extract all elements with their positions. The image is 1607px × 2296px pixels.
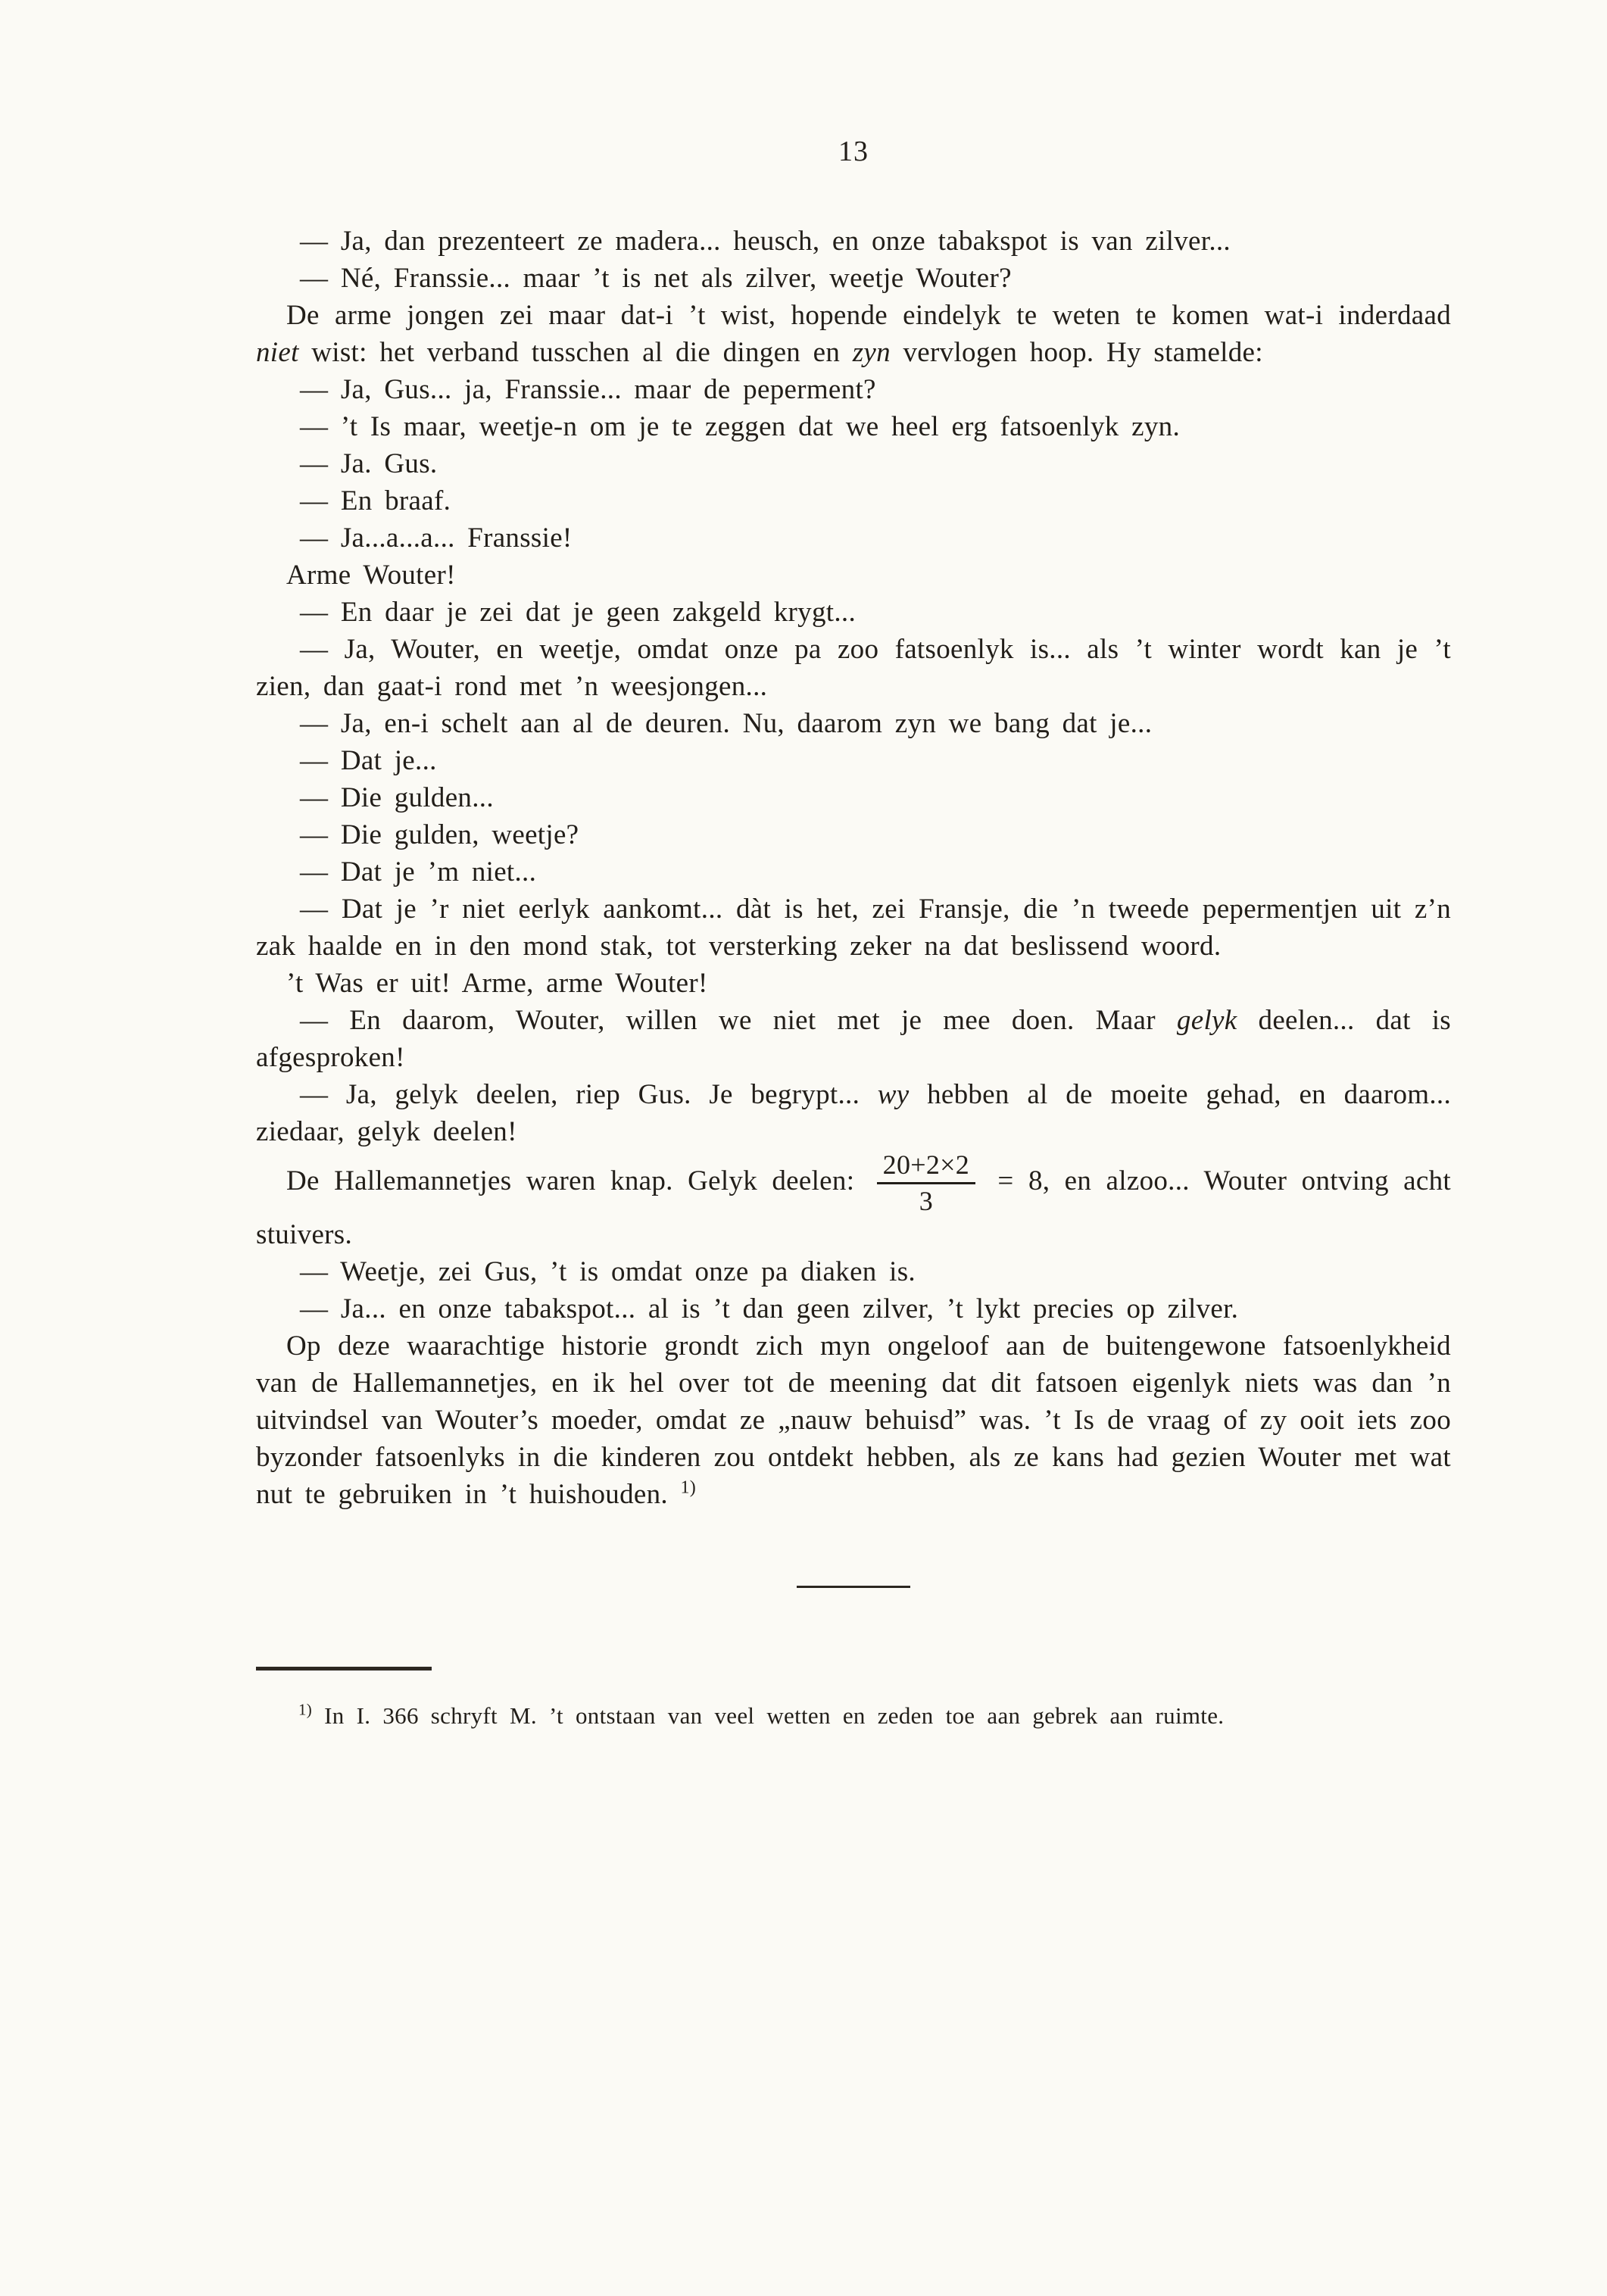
text-segment: vervlogen hoop. Hy stamelde:: [890, 337, 1263, 368]
paragraph: [256, 297, 1451, 371]
paragraph: [256, 260, 1451, 297]
text-segment: Arme Wouter!: [286, 560, 456, 591]
text-segment: — Ja... en onze tabakspot... al is ’t dan geen zilver, ’t lykt precies op zilver.: [300, 1293, 1239, 1324]
paragraph: [256, 853, 1451, 891]
footnote: [256, 1699, 1451, 1733]
paragraph: [256, 445, 1451, 482]
text-segment: Op deze waarachtige historie grondt zich myn ongeloof aan de buitengewone fatsoenlykheid van de Hallemannetjes, en ik hel over tot de meening dat dit fatsoen eigenlyk niets was dan ’n uitvindsel van Wouter’s moeder, omdat ze „nauw behuisd” was. ’t Is de vraag of zy ooit iets zoo byzonder fatsoenlyks in die kinderen zou ontdekt hebben, als ze kans had gezien Wouter met wat nut te gebruiken in ’t huishouden.: [256, 1330, 1451, 1510]
text-segment: niet: [256, 337, 299, 368]
footnote-rule: [256, 1667, 432, 1671]
paragraph: [256, 223, 1451, 260]
body-text: [256, 223, 1451, 1513]
text-segment: — Dat je ’m niet...: [300, 856, 537, 888]
text-segment: wist: het verband tusschen al die dingen en: [298, 337, 853, 368]
text-segment: — Ja...a...a... Franssie!: [300, 523, 573, 554]
footnote-reference: 1): [680, 1477, 697, 1498]
text-segment: — En braaf.: [300, 485, 451, 516]
text-segment: — Weetje, zei Gus, ’t is omdat onze pa diaken is.: [300, 1256, 916, 1287]
text-segment: — En daar je zei dat je geen zakgeld krygt...: [300, 597, 856, 628]
text-segment: De arme jongen zei maar dat-i ’t wist, hopende eindelyk te weten te komen wat-i inderdaad: [286, 300, 1451, 331]
paragraph: [256, 1150, 1451, 1253]
paragraph: [256, 482, 1451, 519]
paragraph: [256, 371, 1451, 408]
text-segment: deelen... dat is afgesproken!: [256, 1005, 1451, 1073]
paragraph: [256, 705, 1451, 742]
text-segment: — Ja, gelyk deelen, riep Gus. Je begrypt...: [300, 1079, 878, 1110]
paragraph: [256, 1253, 1451, 1290]
paragraph: [256, 891, 1451, 965]
text-segment: — Ja, en-i schelt aan al de deuren. Nu, daarom zyn we bang dat je...: [300, 708, 1153, 739]
text-segment: — Ja. Gus.: [300, 448, 438, 479]
text-segment: — En daarom, Wouter, willen we niet met je mee doen. Maar: [300, 1005, 1177, 1036]
paragraph: [256, 1290, 1451, 1327]
text-segment: — Né, Franssie... maar ’t is net als zilver, weetje Wouter?: [300, 263, 1012, 294]
text-segment: — ’t Is maar, weetje-n om je te zeggen dat we heel erg fatsoenlyk zyn.: [300, 411, 1181, 442]
paragraph: [256, 1002, 1451, 1076]
text-segment: gelyk: [1176, 1005, 1237, 1036]
text-segment: — Ja, dan prezenteert ze madera... heusch, en onze tabakspot is van zilver...: [300, 226, 1231, 257]
footnote-text: In I. 366 schryft M. ’t ontstaan van veel wetten en zeden toe aan gebrek aan ruimte.: [312, 1702, 1225, 1729]
text-segment: = 8, en alzoo... Wouter ontving acht stuivers.: [256, 1165, 1452, 1250]
fraction-denominator: 3: [919, 1185, 934, 1216]
section-divider: [797, 1586, 910, 1588]
text-segment: wy: [877, 1079, 910, 1110]
paragraph: [256, 557, 1451, 594]
text-segment: — Dat je...: [300, 745, 437, 776]
paragraph: [256, 519, 1451, 557]
paragraph: [256, 631, 1451, 705]
text-segment: — Ja, Wouter, en weetje, omdat onze pa zoo fatsoenlyk is... als ’t winter wordt kan je ’t zien, dan gaat-i rond met ’n weesjongen...: [256, 634, 1451, 702]
text-segment: hebben al de moeite gehad, en daarom... ziedaar, gelyk deelen!: [256, 1079, 1451, 1147]
paragraph: [256, 594, 1451, 631]
page-content: [256, 135, 1451, 1733]
paragraph: [256, 742, 1451, 779]
paragraph: [256, 408, 1451, 445]
paragraph: [256, 816, 1451, 853]
paragraph: [256, 779, 1451, 816]
paragraph: [256, 1076, 1451, 1150]
paragraph: [256, 965, 1451, 1002]
text-segment: — Dat je ’r niet eerlyk aankomt... dàt is het, zei Fransje, die ’n tweede pepermentjen uit z’n zak haalde en in den mond stak, tot versterking zeker na dat beslissend woord.: [256, 894, 1451, 962]
fraction-numerator: 20+2×2: [877, 1150, 975, 1184]
text-segment: zyn: [852, 337, 891, 368]
text-segment: ’t Was er uit! Arme, arme Wouter!: [286, 968, 708, 999]
text-segment: — Ja, Gus... ja, Franssie... maar de peperment?: [300, 374, 876, 405]
text-segment: — Die gulden, weetje?: [300, 819, 579, 850]
text-segment: — Die gulden...: [300, 782, 494, 813]
text-segment: De Hallemannetjes waren knap. Gelyk deelen:: [286, 1165, 869, 1196]
page-number: 13: [838, 136, 869, 167]
inline-fraction: [877, 1150, 975, 1216]
paragraph: [256, 1327, 1451, 1513]
footnote-marker: 1): [298, 1700, 313, 1719]
